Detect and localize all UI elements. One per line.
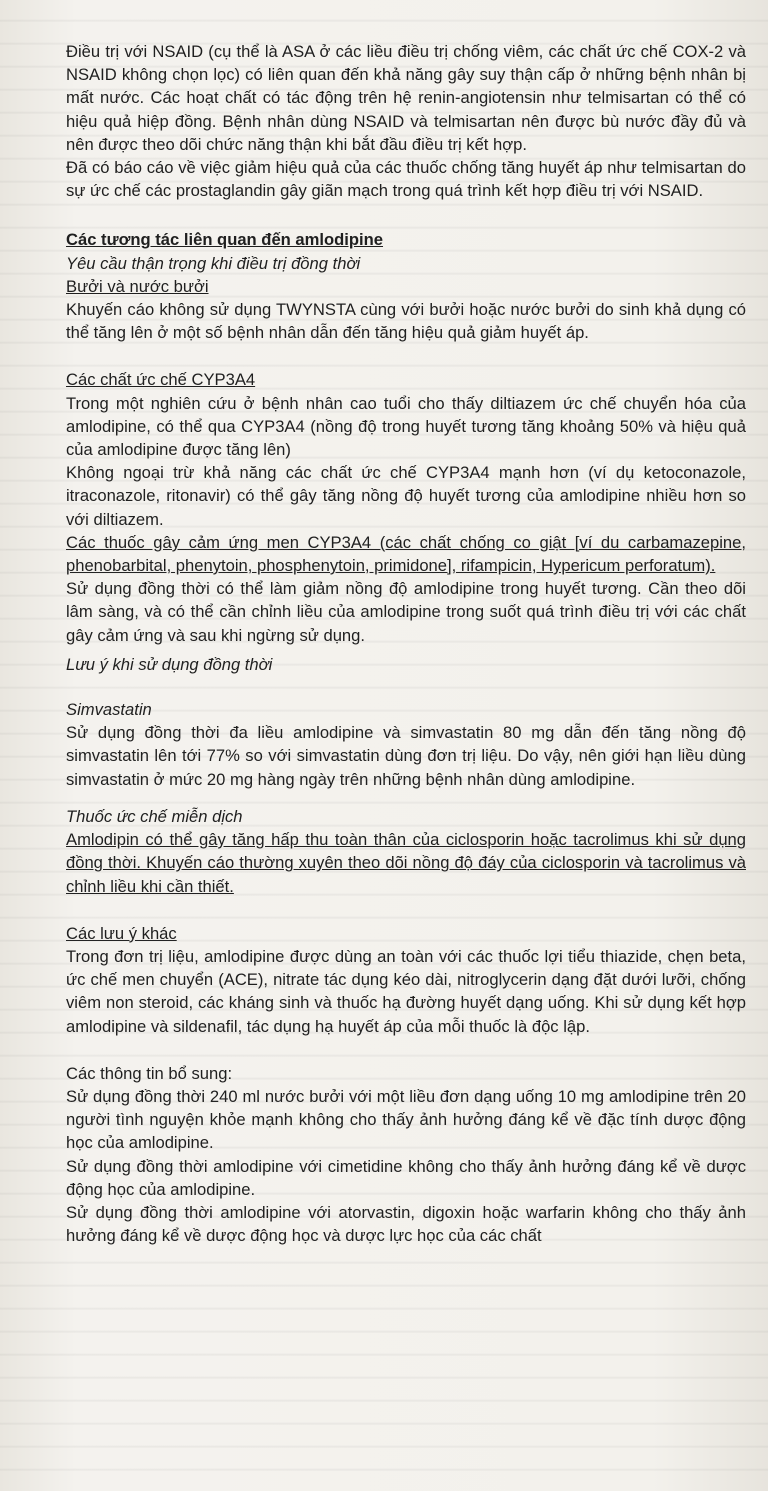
nsaid-paragraph-2: Đã có báo cáo về việc giảm hiệu quả của các thuốc chống tăng huyết áp như telmisartan do sự ức chế các prostaglandin gây giãn mạch trong quá trình kết hợp điều trị với NSAID. [66, 158, 746, 201]
additional-info-paragraph-1: Sử dụng đồng thời 240 ml nước bưởi với một liều đơn dạng uống 10 mg amlodipine trên 20 người tình nguyện khỏe mạnh không cho thấy ảnh hưởng đáng kể về đặc tính dược động học của amlodipine. [66, 1086, 746, 1153]
concurrent-use-note-subheading: Lưu ý khi sử dụng đồng thời [66, 654, 273, 674]
additional-info-paragraph-3: Sử dụng đồng thời amlodipine với atorvastin, digoxin hoặc warfarin không cho thấy ảnh hưởng đáng kể về dược động học và dược lực học của các chất [66, 1202, 746, 1246]
immunosuppressant-subheading: Thuốc ức chế miễn dịch [66, 806, 243, 826]
other-notes-subheading: Các lưu ý khác [66, 923, 177, 943]
cyp3a4-inducers-subheading: Các thuốc gây cảm ứng men CYP3A4 (các chất chống co giật [ví du carbamazepine, phenobarbital, phenytoin, phosphenytoin, primidone], rifampicin, Hypericum perforatum). [66, 532, 746, 576]
other-notes-paragraph: Trong đơn trị liệu, amlodipine được dùng an toàn với các thuốc lợi tiểu thiazide, chẹn beta, ức chế men chuyển (ACE), nitrate tác dụng kéo dài, nitroglycerin dạng đặt dưới lưỡi, chống viêm non steroid, các kháng sinh và thuốc hạ đường huyết dạng uống. Khi sử dụng kết hợp amlodipine và sildenafil, tác dụng hạ huyết áp của mỗi thuốc là độc lập. [66, 946, 746, 1036]
amlodipine-interactions-heading: Các tương tác liên quan đến amlodipine [66, 230, 384, 250]
grapefruit-paragraph: Khuyến cáo không sử dụng TWYNSTA cùng với bưởi hoặc nước bưởi do sinh khả dụng có thể tăng lên ở một số bệnh nhân dẫn đến tăng hiệu quả giảm huyết áp. [66, 300, 746, 343]
nsaid-paragraph-1: Điều trị với NSAID (cụ thể là ASA ở các liều điều trị chống viêm, các chất ức chế COX-2 và NSAID không chọn lọc) có liên quan đến khả năng gây suy thận cấp ở những bệnh nhân bị mất nước. Các hoạt chất có tác động trên hệ renin-angiotensin như telmisartan có thể có hiệu quả hiệp đồng. Bệnh nhân dùng NSAID và telmisartan nên được bù nước đầy đủ và nên được theo dõi chức năng thận khi bắt đầu điều trị kết hợp. [66, 42, 746, 154]
simvastatin-paragraph: Sử dụng đồng thời đa liều amlodipine và simvastatin 80 mg dẫn đến tăng nồng độ simvastatin lên tới 77% so với simvastatin dùng đơn trị liệu. Do vậy, nên giới hạn liều dùng simvastatin ở mức 20 mg hàng ngày trên những bệnh nhân dùng amlodipine. [66, 723, 746, 789]
document-column [66, 40, 746, 1247]
caution-subheading: Yêu cầu thận trọng khi điều trị đồng thời [66, 253, 361, 273]
additional-info-subheading: Các thông tin bổ sung: [66, 1063, 233, 1083]
cyp3a4-inhibitors-subheading: Các chất ức chế CYP3A4 [66, 370, 256, 390]
cyp3a4-inhibitors-paragraph-2: Không ngoại trừ khả năng các chất ức chế CYP3A4 mạnh hơn (ví dụ ketoconazole, itraconazole, ritonavir) có thể gây tăng nồng độ huyết tương của amlodipine nhiều hơn so với diltiazem. [66, 463, 746, 529]
cyp3a4-inhibitors-paragraph-1: Trong một nghiên cứu ở bệnh nhân cao tuổi cho thấy diltiazem ức chế chuyển hóa của amlodipine, có thể qua CYP3A4 (nồng độ trong huyết tương tăng khoảng 50% và hiệu quả của amlodipine được tăng lên) [66, 393, 746, 460]
grapefruit-subheading: Bưởi và nước bưởi [66, 276, 209, 296]
cyp3a4-inducers-paragraph: Sử dụng đồng thời có thể làm giảm nồng độ amlodipine trong huyết tương. Cần theo dõi lâm sàng, và có thể cần chỉnh liều của amlodipine trong suốt quá trình điều trị với các chất gây cảm ứng và sau khi ngừng sử dụng. [66, 579, 746, 645]
immunosuppressant-paragraph: Amlodipin có thể gây tăng hấp thu toàn thân của ciclosporin hoặc tacrolimus khi sử dụng đồng thời. Khuyến cáo thường xuyên theo dõi nồng độ đáy của ciclosporin và tacrolimus và chỉnh liều khi cần thiết. [66, 830, 746, 896]
additional-info-paragraph-2: Sử dụng đồng thời amlodipine với cimetidine không cho thấy ảnh hưởng đáng kể về dược động học của amlodipine. [66, 1156, 746, 1199]
simvastatin-subheading: Simvastatin [66, 700, 152, 720]
